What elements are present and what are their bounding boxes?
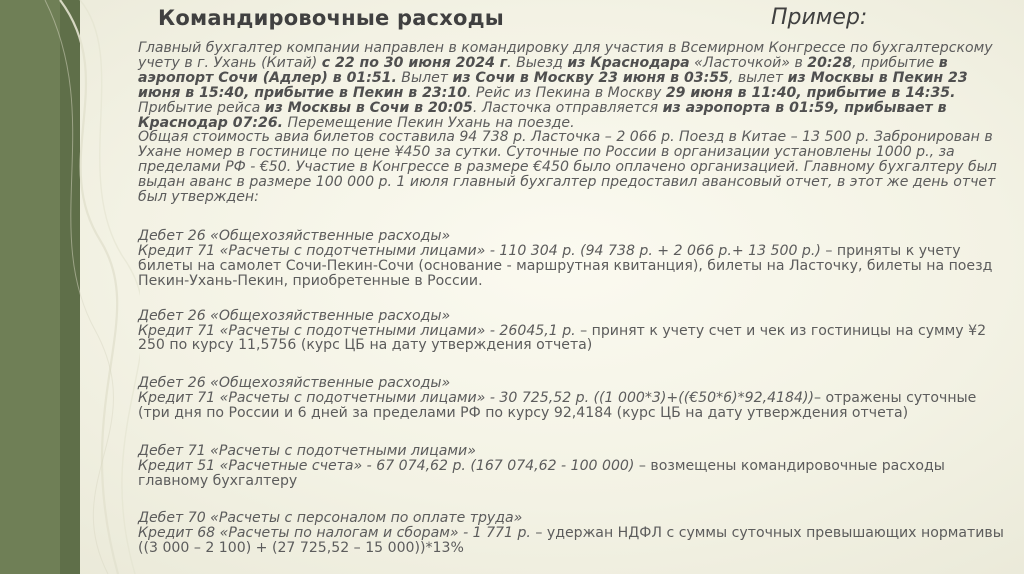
journal-entry-4 (138, 444, 1008, 489)
intro-text-9: . Ласточка отправляется (472, 99, 663, 116)
intro-text-3: «Ласточкой» в (689, 54, 808, 71)
intro-bold-9: из аэропорта в 01:59, прибывает в Краснодар 07:26. (138, 99, 947, 131)
intro-text-4: , прибытие (852, 54, 939, 71)
entry-5-description: – удержан НДФЛ с суммы суточных превышающих нормативы ((3 000 – 2 100) + (27 725,52 – 15 000))*13% (138, 524, 1004, 556)
intro-text-5: Вылет (396, 69, 453, 86)
entry-2-description: – принят к учету счет и чек из гостиницы на сумму ¥2 250 по курсу 11,5756 (курс ЦБ на дату утверждения отчета) (138, 322, 987, 354)
entry-4-debit: Дебет 71 «Расчеты с подотчетными лицами» (138, 443, 476, 460)
journal-entry-1 (138, 229, 1008, 289)
intro-bold-8: из Москвы в Сочи в 20:05 (264, 99, 473, 116)
entry-1-debit: Дебет 26 «Общехозяйственные расходы» (138, 227, 451, 244)
entry-5-credit: Кредит 68 «Расчеты по налогам и сборам» - 1 771 р. (138, 524, 531, 541)
intro-text-1: Главный бухгалтер компании направлен в командировку для участия в Всемирном Конгрессе по бухгалтерскому учету в г. Ухань (Китай) (138, 40, 993, 71)
intro-bold-3: 20:28 (807, 54, 853, 71)
intro-bold-5: из Сочи в Москву 23 июня в 03:55 (452, 69, 729, 86)
intro-bold-7: 29 июня в 11:40, прибытие в 14:35. (665, 84, 956, 101)
journal-entry-3 (138, 376, 1008, 421)
vine-decoration (0, 0, 140, 574)
intro-text-2: . Выезд (507, 54, 568, 71)
intro-bold-1: с 22 по 30 июня 2024 г (321, 54, 508, 71)
entry-4-description: – возмещены командировочные расходы главному бухгалтеру (138, 457, 945, 489)
intro-bold-2: из Краснодара (567, 54, 690, 71)
example-label: Пример: (771, 5, 868, 30)
intro-bold-4: в аэропорт Сочи (Адлер) в 01:51. (138, 54, 948, 86)
entry-2-credit: Кредит 71 «Расчеты с подотчетными лицами» - 26045,1 р. (138, 322, 576, 339)
journal-entry-2 (138, 309, 1008, 354)
journal-entry-5 (138, 511, 1008, 556)
entry-2-debit: Дебет 26 «Общехозяйственные расходы» (138, 307, 451, 324)
slide-title: Командировочные расходы (158, 6, 504, 30)
intro-bold-6: из Москвы в Пекин 23 июня в 15:40, прибытие в Пекин в 23:10 (138, 69, 968, 101)
intro-text-11: Общая стоимость авиа билетов составила 94 738 р. Ласточка – 2 066 р. Поезд в Китае – 13 500 р. Забронирован в Ухане номер в гостинице по цене ¥450 за сутки. Суточные по России в организации установлены 1000 р., за пределами РФ - €50. Участие в Конгрессе в размере €450 было оплачено организацией. Главному бухгалтеру был выдан аванс в размере 100 000 р. 1 июля главный бухгалтер предоставил авансовый отчет, в этот же день отчет был утвержден: (138, 129, 997, 206)
intro-paragraph (138, 41, 1008, 205)
entry-1-description: – приняты к учету билеты на самолет Сочи-Пекин-Сочи (основание - маршрутная квитанция), билеты на Ласточку, билеты на поезд Пекин-Ухань-Пекин, приобретенные в России. (138, 242, 993, 289)
entry-3-debit: Дебет 26 «Общехозяйственные расходы» (138, 375, 451, 392)
entry-4-credit: Кредит 51 «Расчетные счета» - 67 074,62 р. (167 074,62 - 100 000) (138, 457, 635, 474)
entry-3-credit: Кредит 71 «Расчеты с подотчетными лицами» - 30 725,52 р. ((1 000*3)+((€50*6)*92,4184)) (138, 390, 814, 407)
entry-3-description: – отражены суточные (три дня по России и 6 дней за пределами РФ по курсу 92,4184 (курс ЦБ на дату утверждения отчета) (138, 390, 977, 422)
intro-text-6: , вылет (728, 69, 788, 86)
intro-text-10: Перемещение Пекин Ухань на поезде. (283, 114, 575, 131)
entry-1-credit: Кредит 71 «Расчеты с подотчетными лицами» - 110 304 р. (94 738 р. + 2 066 р.+ 13 500 р.) (138, 242, 821, 259)
intro-text-8: Прибытие рейса (138, 99, 265, 116)
intro-text-7: . Рейс из Пекина в Москву (466, 84, 666, 101)
entry-5-debit: Дебет 70 «Расчеты с персоналом по оплате труда» (138, 509, 523, 526)
content-body (138, 41, 1008, 555)
